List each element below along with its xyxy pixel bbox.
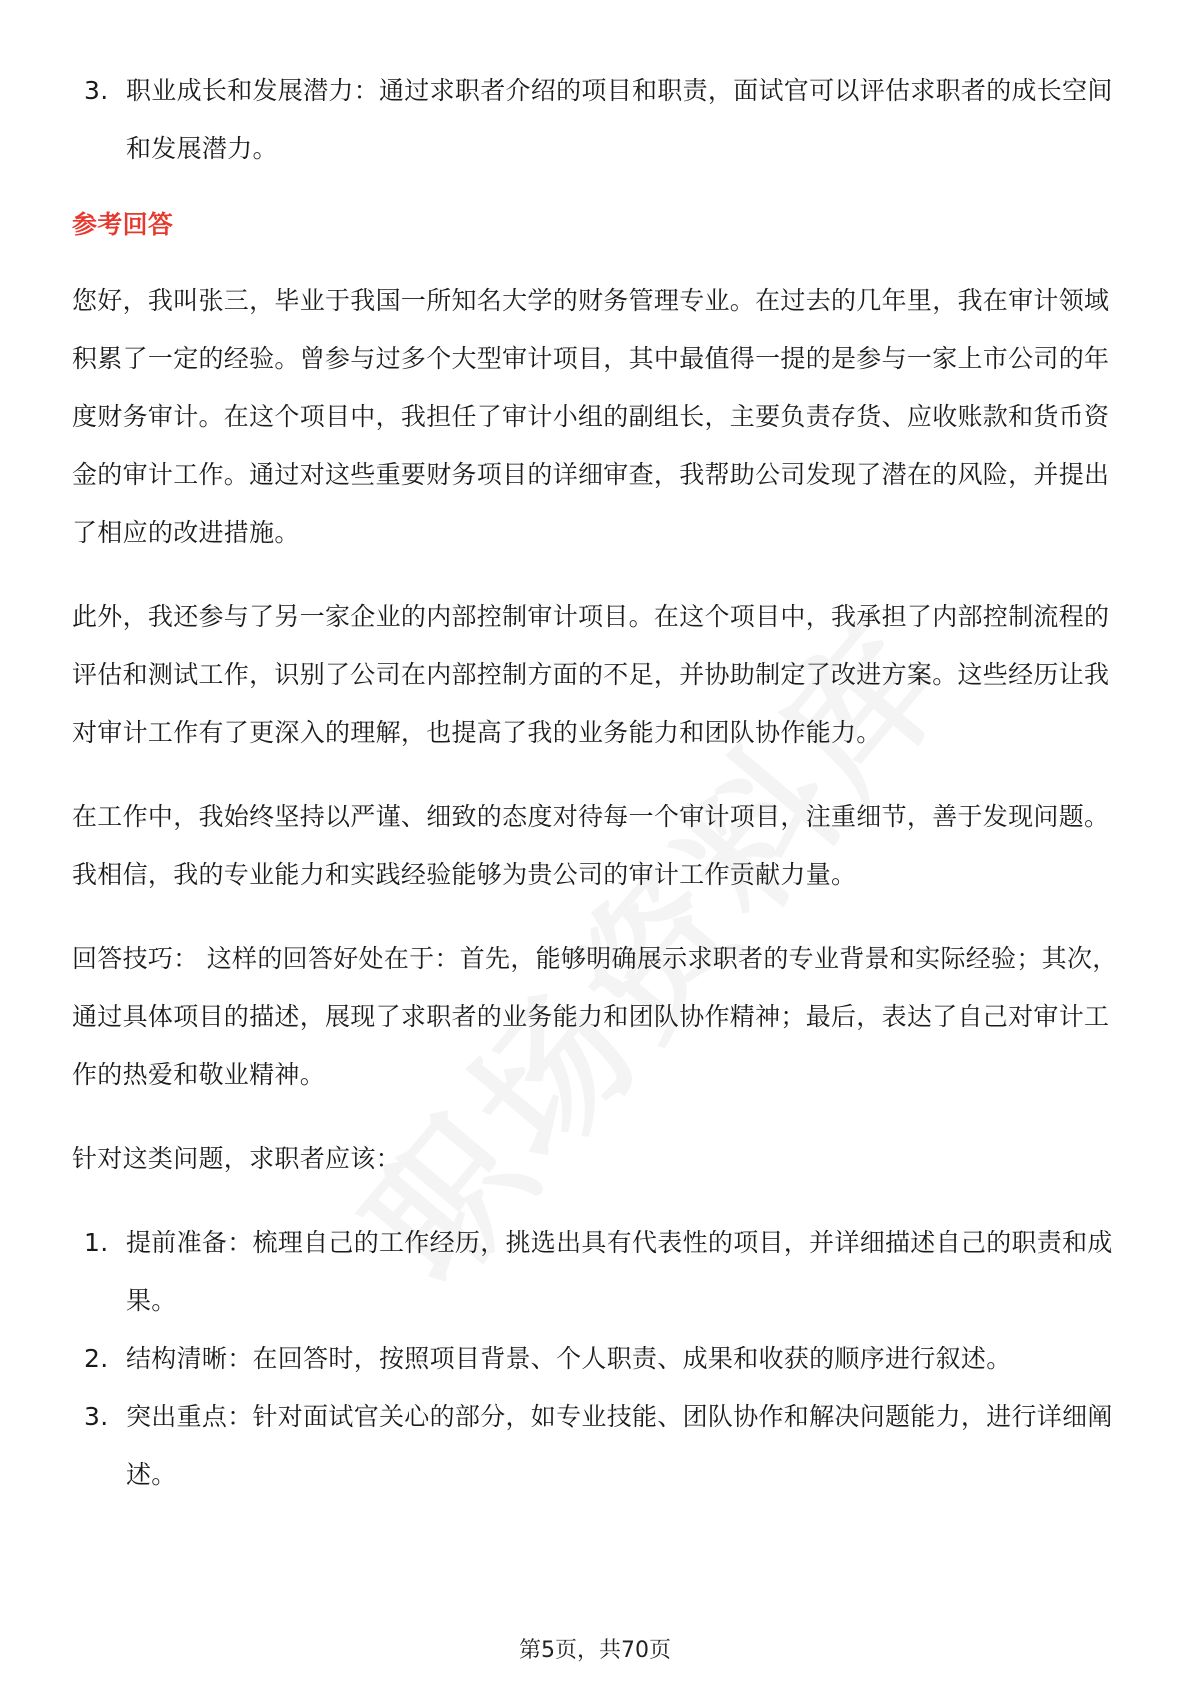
list-text: 职业成长和发展潜力：通过求职者介绍的项目和职责，面试官可以评估求职者的成长空间和发展潜力。 <box>126 76 1113 163</box>
paragraph: 您好，我叫张三，毕业于我国一所知名大学的财务管理专业。在过去的几年里，我在审计领域积累了一定的经验。曾参与过多个大型审计项目，其中最值得一提的是参与一家上市公司的年度财务审计。在这个项目中，我担任了审计小组的副组长，主要负责存货、应收账款和货币资金的审计工作。通过对这些重要财务项目的详细审查，我帮助公司发现了潜在的风险，并提出了相应的改进措施。 <box>72 286 1110 547</box>
list-item <box>72 1388 1122 1504</box>
paragraph: 此外，我还参与了另一家企业的内部控制审计项目。在这个项目中，我承担了内部控制流程的评估和测试工作，识别了公司在内部控制方面的不足，并协助制定了改进方案。这些经历让我对审计工作有了更深入的理解，也提高了我的业务能力和团队协作能力。 <box>72 602 1110 747</box>
list-item <box>72 1214 1122 1330</box>
list-item <box>72 1330 1122 1388</box>
page-content <box>72 62 1122 1504</box>
paragraph: 针对这类问题，求职者应该： <box>72 1144 401 1173</box>
list-number: 1. <box>84 1228 109 1257</box>
page-footer: 第5页，共70页 <box>519 1638 671 1663</box>
paragraph: 在工作中，我始终坚持以严谨、细致的态度对待每一个审计项目，注重细节，善于发现问题。我相信，我的专业能力和实践经验能够为贵公司的审计工作贡献力量。 <box>72 802 1110 889</box>
list-number: 2. <box>84 1344 109 1373</box>
section-heading: 参考回答 <box>72 210 174 239</box>
list-text: 突出重点：针对面试官关心的部分，如专业技能、团队协作和解决问题能力，进行详细阐述。 <box>126 1402 1113 1489</box>
answer-tips-paragraph: 回答技巧： 这样的回答好处在于：首先，能够明确展示求职者的专业背景和实际经验；其次，通过具体项目的描述，展现了求职者的业务能力和团队协作精神；最后，表达了自己对审计工作的热爱和敬业精神。 <box>72 944 1118 1089</box>
list-number: 3. <box>84 76 109 105</box>
list-text: 结构清晰：在回答时，按照项目背景、个人职责、成果和收获的顺序进行叙述。 <box>126 1344 1012 1373</box>
list-number: 3. <box>84 1402 109 1431</box>
list-text: 提前准备：梳理自己的工作经历，挑选出具有代表性的项目，并详细描述自己的职责和成果。 <box>126 1228 1113 1315</box>
list-item <box>72 62 1122 178</box>
